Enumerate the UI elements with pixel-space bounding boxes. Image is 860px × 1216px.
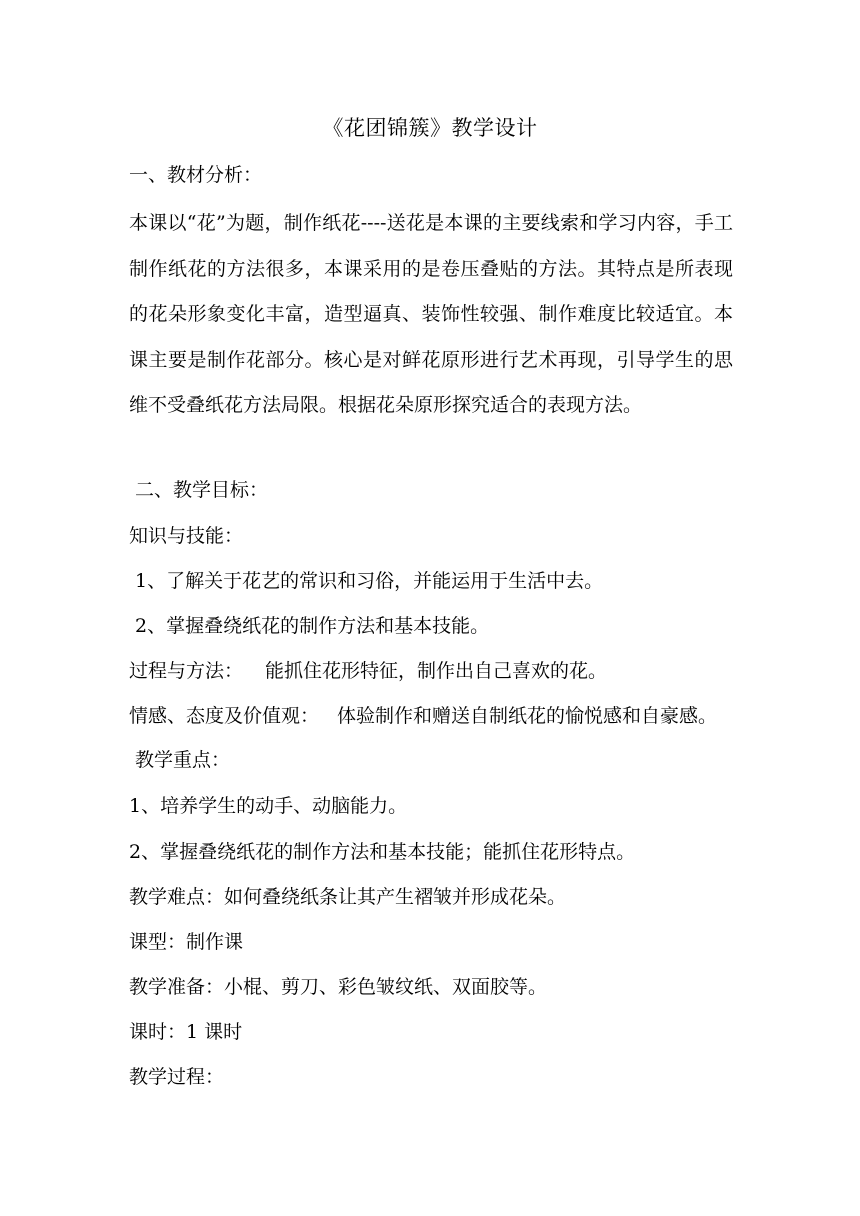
knowledge-item-2: 2、掌握叠绕纸花的制作方法和基本技能。: [129, 615, 490, 637]
section-heading-teaching-goals: 二、教学目标：: [129, 479, 269, 501]
section-heading-material-analysis: 一、教材分析：: [129, 164, 263, 186]
process-method-label: 过程与方法：: [129, 660, 244, 682]
teaching-process-heading: 教学过程：: [129, 1066, 225, 1088]
teaching-difficulty: 教学难点：如何叠绕纸条让其产生褶皱并形成花朵。: [129, 886, 567, 908]
process-method-line: [129, 657, 607, 685]
knowledge-skills-heading: 知识与技能：: [129, 525, 244, 547]
knowledge-item-1: 1、了解关于花艺的常识和习俗，并能运用于生活中去。: [129, 570, 604, 592]
emotion-values-label: 情感、态度及价值观：: [129, 705, 320, 727]
lesson-duration: 课时：1 课时: [129, 1021, 243, 1043]
emotion-values-text: 体验制作和赠送自制纸花的愉悦感和自豪感。: [337, 705, 718, 727]
key-point-1: 1、培养学生的动手、动脑能力。: [129, 795, 408, 817]
lesson-type: 课型：制作课: [129, 931, 244, 953]
material-analysis-paragraph: 本课以“花”为题，制作纸花----送花是本课的主要线索和学习内容，手工制作纸花的方法很多，本课采用的是卷压叠贴的方法。其特点是所表现的花朵形象变化丰富，造型逼真、装饰性较强、制作难度比较适宜。本课主要是制作花部分。核心是对鲜花原形进行艺术再现，引导学生的思维不受叠纸花方法局限。根据花朵原形探究适合的表现方法。: [129, 212, 733, 416]
teaching-preparation: 教学准备：小棍、剪刀、彩色皱纹纸、双面胶等。: [129, 976, 548, 998]
emotion-values-line: [129, 702, 717, 730]
process-method-text: 能抓住花形特征，制作出自己喜欢的花。: [265, 660, 608, 682]
key-points-heading: 教学重点：: [129, 749, 231, 771]
key-point-2: 2、掌握叠绕纸花的制作方法和基本技能；能抓住花形特点。: [129, 841, 636, 863]
document-title: 《花团锦簇》教学设计: [322, 116, 538, 140]
